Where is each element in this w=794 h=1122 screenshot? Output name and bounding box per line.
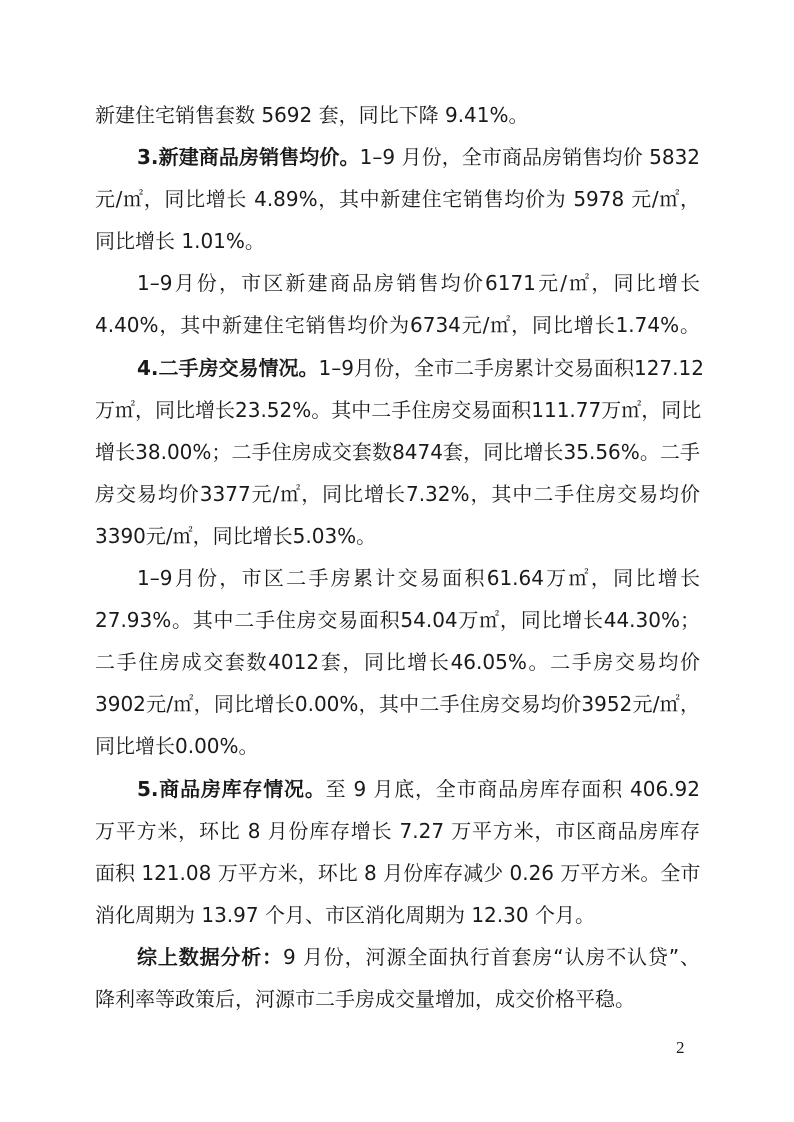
line-text: 4.40%，其中新建住宅销售均价为6734元/㎡，同比增长1.74%。 bbox=[95, 313, 700, 338]
text-line bbox=[95, 178, 700, 220]
text-line bbox=[95, 683, 700, 725]
line-text: 1–9月份，市区二手房累计交易面积61.64万㎡，同比增长 bbox=[137, 566, 700, 591]
text-line bbox=[95, 641, 700, 683]
text-line bbox=[95, 852, 700, 894]
text-line bbox=[95, 94, 700, 136]
text-line bbox=[95, 262, 700, 304]
line-text: 3390元/㎡，同比增长5.03%。 bbox=[95, 523, 377, 548]
line-text: 9 月份，河源全面执行首套房“认房不认贷”、 bbox=[283, 944, 700, 969]
line-text: 至 9 月底，全市商品房库存面积 406.92 bbox=[325, 776, 700, 801]
line-text: 增长38.00%；二手住房成交套数8474套，同比增长35.56%。二手 bbox=[95, 439, 700, 464]
section-heading: 综上数据分析： bbox=[137, 944, 284, 969]
line-text: 万㎡，同比增长23.52%。其中二手住房交易面积111.77万㎡，同比 bbox=[95, 397, 702, 422]
line-text: 房交易均价3377元/㎡，同比增长7.32%，其中二手住房交易均价 bbox=[95, 481, 700, 506]
text-line bbox=[95, 557, 700, 599]
page-number: 2 bbox=[676, 1038, 685, 1057]
line-text: 新建住宅销售套数 5692 套，同比下降 9.41%。 bbox=[95, 103, 529, 127]
line-text: 1–9月份，市区新建商品房销售均价6171元/㎡，同比增长 bbox=[137, 271, 700, 296]
text-line bbox=[95, 810, 700, 852]
line-text: 降利率等政策后，河源市二手房成交量增加，成交价格平稳。 bbox=[95, 986, 635, 1011]
line-text: 元/㎡，同比增长 4.89%，其中新建住宅销售均价为 5978 元/㎡， bbox=[95, 187, 700, 212]
text-line bbox=[95, 304, 700, 346]
text-line bbox=[95, 515, 700, 557]
line-text: 1–9 月份，全市商品房销售均价 5832 bbox=[359, 145, 701, 170]
text-line bbox=[95, 136, 700, 178]
text-line bbox=[95, 768, 700, 810]
text-line bbox=[95, 725, 700, 767]
text-line bbox=[95, 894, 700, 936]
text-line bbox=[95, 431, 700, 473]
line-text: 同比增长0.00%。 bbox=[95, 734, 259, 759]
line-text: 万平方米，环比 8 月份库存增长 7.27 万平方米，市区商品房库存 bbox=[95, 818, 700, 843]
text-line bbox=[95, 978, 700, 1020]
text-line bbox=[95, 473, 700, 515]
line-text: 27.93%。其中二手住房交易面积54.04万㎡，同比增长44.30%； bbox=[95, 608, 700, 633]
text-line bbox=[95, 347, 704, 389]
line-text: 消化周期为 13.97 个月、市区消化周期为 12.30 个月。 bbox=[95, 902, 595, 927]
line-text: 3902元/㎡，同比增长0.00%，其中二手住房交易均价3952元/㎡， bbox=[95, 692, 700, 717]
line-text: 二手住房成交套数4012套，同比增长46.05%。二手房交易均价 bbox=[95, 650, 700, 675]
line-text: 1–9月份，全市二手房累计交易面积127.12 bbox=[318, 355, 704, 380]
text-line bbox=[95, 220, 700, 262]
document-body bbox=[95, 94, 704, 1020]
line-text: 同比增长 1.01%。 bbox=[95, 229, 265, 254]
text-line bbox=[95, 936, 700, 978]
section-heading: 4.二手房交易情况。 bbox=[137, 355, 319, 380]
section-heading: 3.新建商品房销售均价。 bbox=[137, 145, 360, 170]
text-line bbox=[95, 599, 700, 641]
text-line bbox=[95, 389, 700, 431]
line-text: 面积 121.08 万平方米，环比 8 月份库存减少 0.26 万平方米。全市 bbox=[95, 860, 701, 885]
section-heading: 5.商品房库存情况。 bbox=[137, 776, 326, 801]
